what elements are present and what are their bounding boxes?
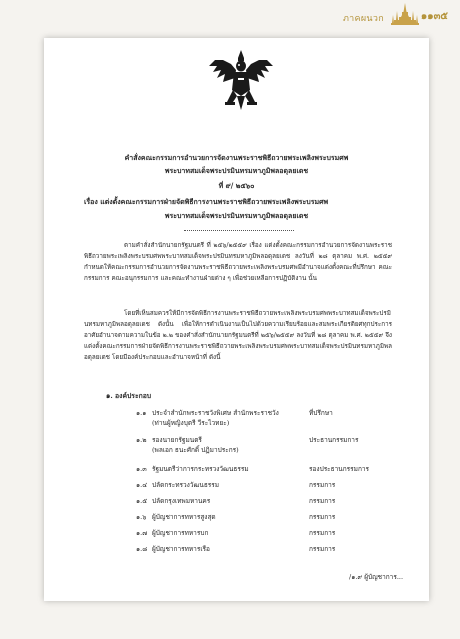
divider-dotted: [184, 230, 294, 231]
member-row: ๑.๓ รัฐมนตรีว่าการกระทรวงวัฒนธรรม รองประธานกรรมการ: [136, 465, 370, 473]
paragraph-1: ตามคำสั่งสำนักนายกรัฐมนตรี ที่ ๒๕๖/๒๕๕๙ เรื่อง แต่งตั้งคณะกรรมการอำนวยการจัดงานพระราชพิธีถวายพระเพลิงพระบรมศพพระบาทสมเด็จพระปรมินทรมหาภูมิพลอดุลยเดช ลงวันที่ ๒๘ ตุลาคม พ.ศ. ๒๕๕๙ กำหนดให้คณะกรรมการอำนวยการจัดงานพระราชพิธีถวายพระเพลิงพระบรมศพมีอำนาจแต่งตั้งคณะที่ปรึกษา คณะกรรมการ คณะอนุกรรมการ และคณะทำงานฝ่ายต่าง ๆ เพื่อช่วยเหลือการปฏิบัติงาน นั้น: [84, 242, 392, 282]
order-title-line2: พระบาทสมเด็จพระปรมินทรมหาภูมิพลอดุลยเดช: [164, 166, 309, 175]
order-subject-line2: พระบาทสมเด็จพระปรมินทรมหาภูมิพลอดุลยเดช: [164, 211, 309, 220]
member-row: ๑.๘ ผู้บัญชาการทหารเรือ กรรมการ: [136, 545, 336, 553]
member-row: ๑.๑ ประจำสำนักพระราชวังพิเศษ สำนักพระราชวัง (ท่านผู้หญิงบุตรี วีระไวทยะ) ที่ปรึกษา: [136, 409, 333, 427]
garuda-emblem-icon: [205, 48, 277, 118]
continuation-marker: /๑.๙ ผู้บัญชาการ...: [349, 573, 404, 581]
order-title-line1: คำสั่งคณะกรรมการอำนวยการจัดงานพระราชพิธีถวายพระเพลิงพระบรมศพ: [124, 153, 349, 162]
member-row: ๑.๒ รองนายกรัฐมนตรี (พลเอก ธนะศักดิ์ ปฏิมาประกร) ประธานกรรมการ: [136, 436, 359, 454]
document-page: [44, 38, 429, 601]
member-row: ๑.๕ ปลัดกรุงเทพมหานคร กรรมการ: [136, 497, 336, 505]
paragraph-2: โดยที่เห็นสมควรให้มีการจัดพิธีการงานพระราชพิธีถวายพระเพลิงพระบรมศพพระบาทสมเด็จพระปรมินทรมหาภูมิพลอดุลยเดช ดังนั้น เพื่อให้การดำเนินงานเป็นไปด้วยความเรียบร้อยและสมพระเกียรติยศทุกประการ อาศัยอำนาจตามความในข้อ ๒.๒ ของคำสั่งสำนักนายกรัฐมนตรีที่ ๒๕๖/๒๕๕๙ ลงวันที่ ๒๘ ตุลาคม พ.ศ. ๒๕๕๙ จึงแต่งตั้งคณะกรรมการฝ่ายจัดพิธีการงานพระราชพิธีถวายพระเพลิงพระบรมศพพระบาทสมเด็จพระปรมินทรมหาภูมิพลอดุลยเดช โดยมีองค์ประกอบและอำนาจหน้าที่ ดังนี้: [84, 310, 392, 361]
section-title: ภาคผนวก: [342, 14, 384, 24]
member-row: ๑.๖ ผู้บัญชาการทหารสูงสุด กรรมการ: [136, 513, 336, 521]
page-number: ๑๑๓๕: [420, 11, 448, 22]
order-subject-line1: เรื่อง แต่งตั้งคณะกรรมการฝ่ายจัดพิธีการงานพระราชพิธีถวายพระเพลิงพระบรมศพ: [84, 197, 329, 206]
member-row: ๑.๗ ผู้บัญชาการทหารบก กรรมการ: [136, 529, 336, 537]
order-number: ที่ ๙/ ๒๕๖๐: [218, 181, 255, 190]
page-header: [0, 0, 460, 40]
royal-crematorium-emblem-icon: [390, 3, 420, 31]
member-row: ๑.๔ ปลัดกระทรวงวัฒนธรรม กรรมการ: [136, 481, 336, 489]
section-heading-composition: ๑. องค์ประกอบ: [106, 392, 152, 400]
